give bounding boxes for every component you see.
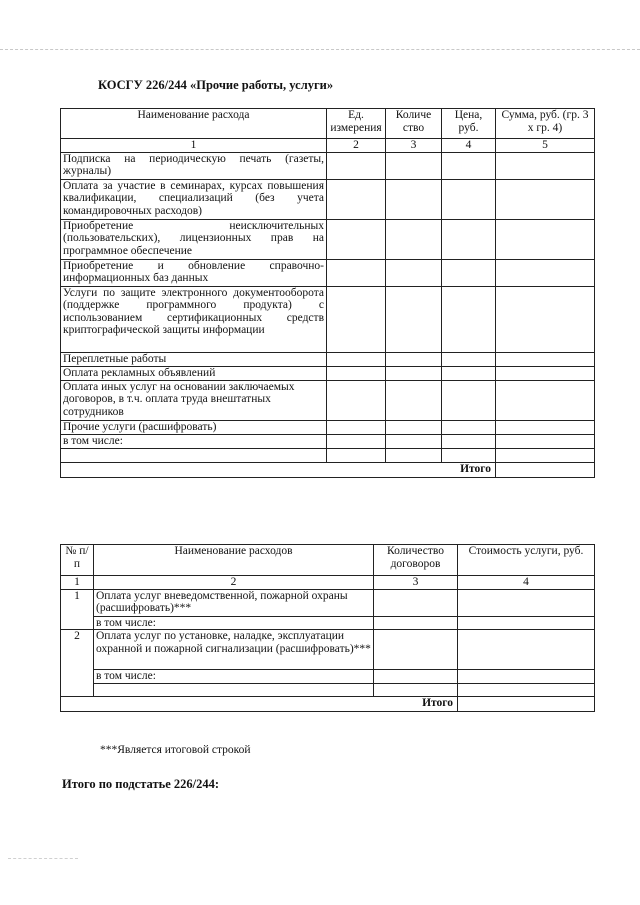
table-row (61, 219, 595, 259)
service-cost-cell[interactable] (458, 670, 595, 684)
unit-cell[interactable] (327, 152, 386, 179)
total-row (61, 462, 595, 477)
subitem-label: в том числе: (94, 670, 374, 684)
table-row (61, 683, 595, 696)
price-cell[interactable] (442, 366, 496, 380)
unit-cell[interactable] (327, 352, 386, 366)
price-cell[interactable] (442, 259, 496, 286)
column-number: 4 (458, 576, 595, 590)
price-cell[interactable] (442, 434, 496, 448)
table-row (61, 286, 595, 352)
expense-name-cell: Переплетные работы (61, 352, 327, 366)
expense-name-cell: Подписка на периодическую печать (газеты, журналы) (61, 152, 327, 179)
table-row (61, 448, 595, 462)
summary-label: Итого по подстатье 226/244: (62, 777, 220, 791)
service-cost-cell[interactable] (458, 683, 595, 696)
table-header-row (61, 109, 595, 139)
table-header-row (61, 545, 595, 576)
service-cost-cell[interactable] (458, 616, 595, 630)
total-sum-cell[interactable] (496, 462, 595, 477)
sum-cell[interactable] (496, 434, 595, 448)
column-number-row (61, 576, 595, 590)
table-row (61, 670, 595, 684)
price-cell[interactable] (442, 152, 496, 179)
subitem-label: в том числе: (94, 616, 374, 630)
quantity-cell[interactable] (386, 179, 442, 219)
expense-name-cell: Оплата рекламных объявлений (61, 366, 327, 380)
sum-cell[interactable] (496, 380, 595, 420)
quantity-cell[interactable] (386, 219, 442, 259)
column-number: 2 (327, 139, 386, 153)
sum-cell[interactable] (496, 352, 595, 366)
contract-count-cell[interactable] (374, 616, 458, 630)
sum-cell[interactable] (496, 448, 595, 462)
contract-count-cell[interactable] (374, 630, 458, 670)
service-cost-cell[interactable] (458, 630, 595, 670)
sum-cell[interactable] (496, 420, 595, 434)
document-title: КОСГУ 226/244 «Прочие работы, услуги» (98, 78, 334, 92)
quantity-cell[interactable] (386, 259, 442, 286)
column-number-row (61, 139, 595, 153)
table-row (61, 616, 595, 630)
price-cell[interactable] (442, 219, 496, 259)
contract-count-cell[interactable] (374, 670, 458, 684)
total-label: Итого (61, 696, 458, 711)
quantity-cell[interactable] (386, 366, 442, 380)
row-number: 1 (61, 589, 94, 630)
expense-name-cell: Оплата услуг по установке, наладке, эксплуатации охранной и пожарной сигнализации (расшифровать)*** (94, 630, 374, 670)
quantity-cell[interactable] (386, 380, 442, 420)
expense-name-cell[interactable] (94, 683, 374, 696)
header-sum: Сумма, руб. (гр. 3 х гр. 4) (496, 109, 595, 139)
column-number: 3 (374, 576, 458, 590)
sum-cell[interactable] (496, 259, 595, 286)
unit-cell[interactable] (327, 380, 386, 420)
scan-artifact-top (0, 49, 640, 50)
column-number: 3 (386, 139, 442, 153)
unit-cell[interactable] (327, 448, 386, 462)
unit-cell[interactable] (327, 179, 386, 219)
expense-name-cell[interactable] (61, 448, 327, 462)
price-cell[interactable] (442, 380, 496, 420)
table-row (61, 259, 595, 286)
unit-cell[interactable] (327, 259, 386, 286)
column-number: 1 (61, 576, 94, 590)
table-row (61, 380, 595, 420)
expense-name-cell: Приобретение неисключительных (пользовательских), лицензионных прав на программное обеспечение (61, 219, 327, 259)
header-expense-name: Наименование расходов (94, 545, 374, 576)
expense-name-cell: Приобретение и обновление справочно-информационных баз данных (61, 259, 327, 286)
quantity-cell[interactable] (386, 152, 442, 179)
price-cell[interactable] (442, 420, 496, 434)
row-number: 2 (61, 630, 94, 697)
column-number: 1 (61, 139, 327, 153)
table-row (61, 420, 595, 434)
sum-cell[interactable] (496, 219, 595, 259)
sum-cell[interactable] (496, 286, 595, 352)
header-price: Цена, руб. (442, 109, 496, 139)
table-row (61, 434, 595, 448)
expense-name-cell: Прочие услуги (расшифровать) (61, 420, 327, 434)
price-cell[interactable] (442, 352, 496, 366)
expense-name-cell: в том числе: (61, 434, 327, 448)
price-cell[interactable] (442, 179, 496, 219)
services-table (60, 544, 595, 712)
expenses-table (60, 108, 595, 478)
unit-cell[interactable] (327, 366, 386, 380)
sum-cell[interactable] (496, 152, 595, 179)
quantity-cell[interactable] (386, 420, 442, 434)
quantity-cell[interactable] (386, 352, 442, 366)
unit-cell[interactable] (327, 420, 386, 434)
price-cell[interactable] (442, 448, 496, 462)
column-number: 2 (94, 576, 374, 590)
header-unit: Ед. измерения (327, 109, 386, 139)
table-row (61, 152, 595, 179)
quantity-cell[interactable] (386, 434, 442, 448)
total-cost-cell[interactable] (458, 696, 595, 711)
column-number: 4 (442, 139, 496, 153)
table-row (61, 352, 595, 366)
footnote: ***Является итоговой строкой (100, 744, 251, 756)
total-row (61, 696, 595, 711)
expense-name-cell: Оплата иных услуг на основании заключаемых договоров, в т.ч. оплата труда внештатных сотрудников (61, 380, 327, 420)
unit-cell[interactable] (327, 286, 386, 352)
header-service-cost: Стоимость услуги, руб. (458, 545, 595, 576)
unit-cell[interactable] (327, 434, 386, 448)
quantity-cell[interactable] (386, 286, 442, 352)
quantity-cell[interactable] (386, 448, 442, 462)
header-expense-name: Наименование расхода (61, 109, 327, 139)
header-contract-count: Количество договоров (374, 545, 458, 576)
table-row (61, 366, 595, 380)
service-cost-cell[interactable] (458, 589, 595, 616)
table-row (61, 589, 595, 616)
unit-cell[interactable] (327, 219, 386, 259)
total-label: Итого (61, 462, 496, 477)
header-number: № п/п (61, 545, 94, 576)
sum-cell[interactable] (496, 366, 595, 380)
header-quantity: Количе ство (386, 109, 442, 139)
expense-name-cell: Услуги по защите электронного документооборота (поддержке программного продукта) с использованием сертификационных средств криптографической защиты информации (61, 286, 327, 352)
column-number: 5 (496, 139, 595, 153)
table-row (61, 179, 595, 219)
price-cell[interactable] (442, 286, 496, 352)
expense-name-cell: Оплата за участие в семинарах, курсах повышения квалификации, специализаций (без учета командировочных расходов) (61, 179, 327, 219)
expense-name-cell: Оплата услуг вневедомственной, пожарной охраны (расшифровать)*** (94, 589, 374, 616)
contract-count-cell[interactable] (374, 683, 458, 696)
contract-count-cell[interactable] (374, 589, 458, 616)
scan-artifact-bottom (8, 858, 78, 859)
sum-cell[interactable] (496, 179, 595, 219)
table-row (61, 630, 595, 670)
